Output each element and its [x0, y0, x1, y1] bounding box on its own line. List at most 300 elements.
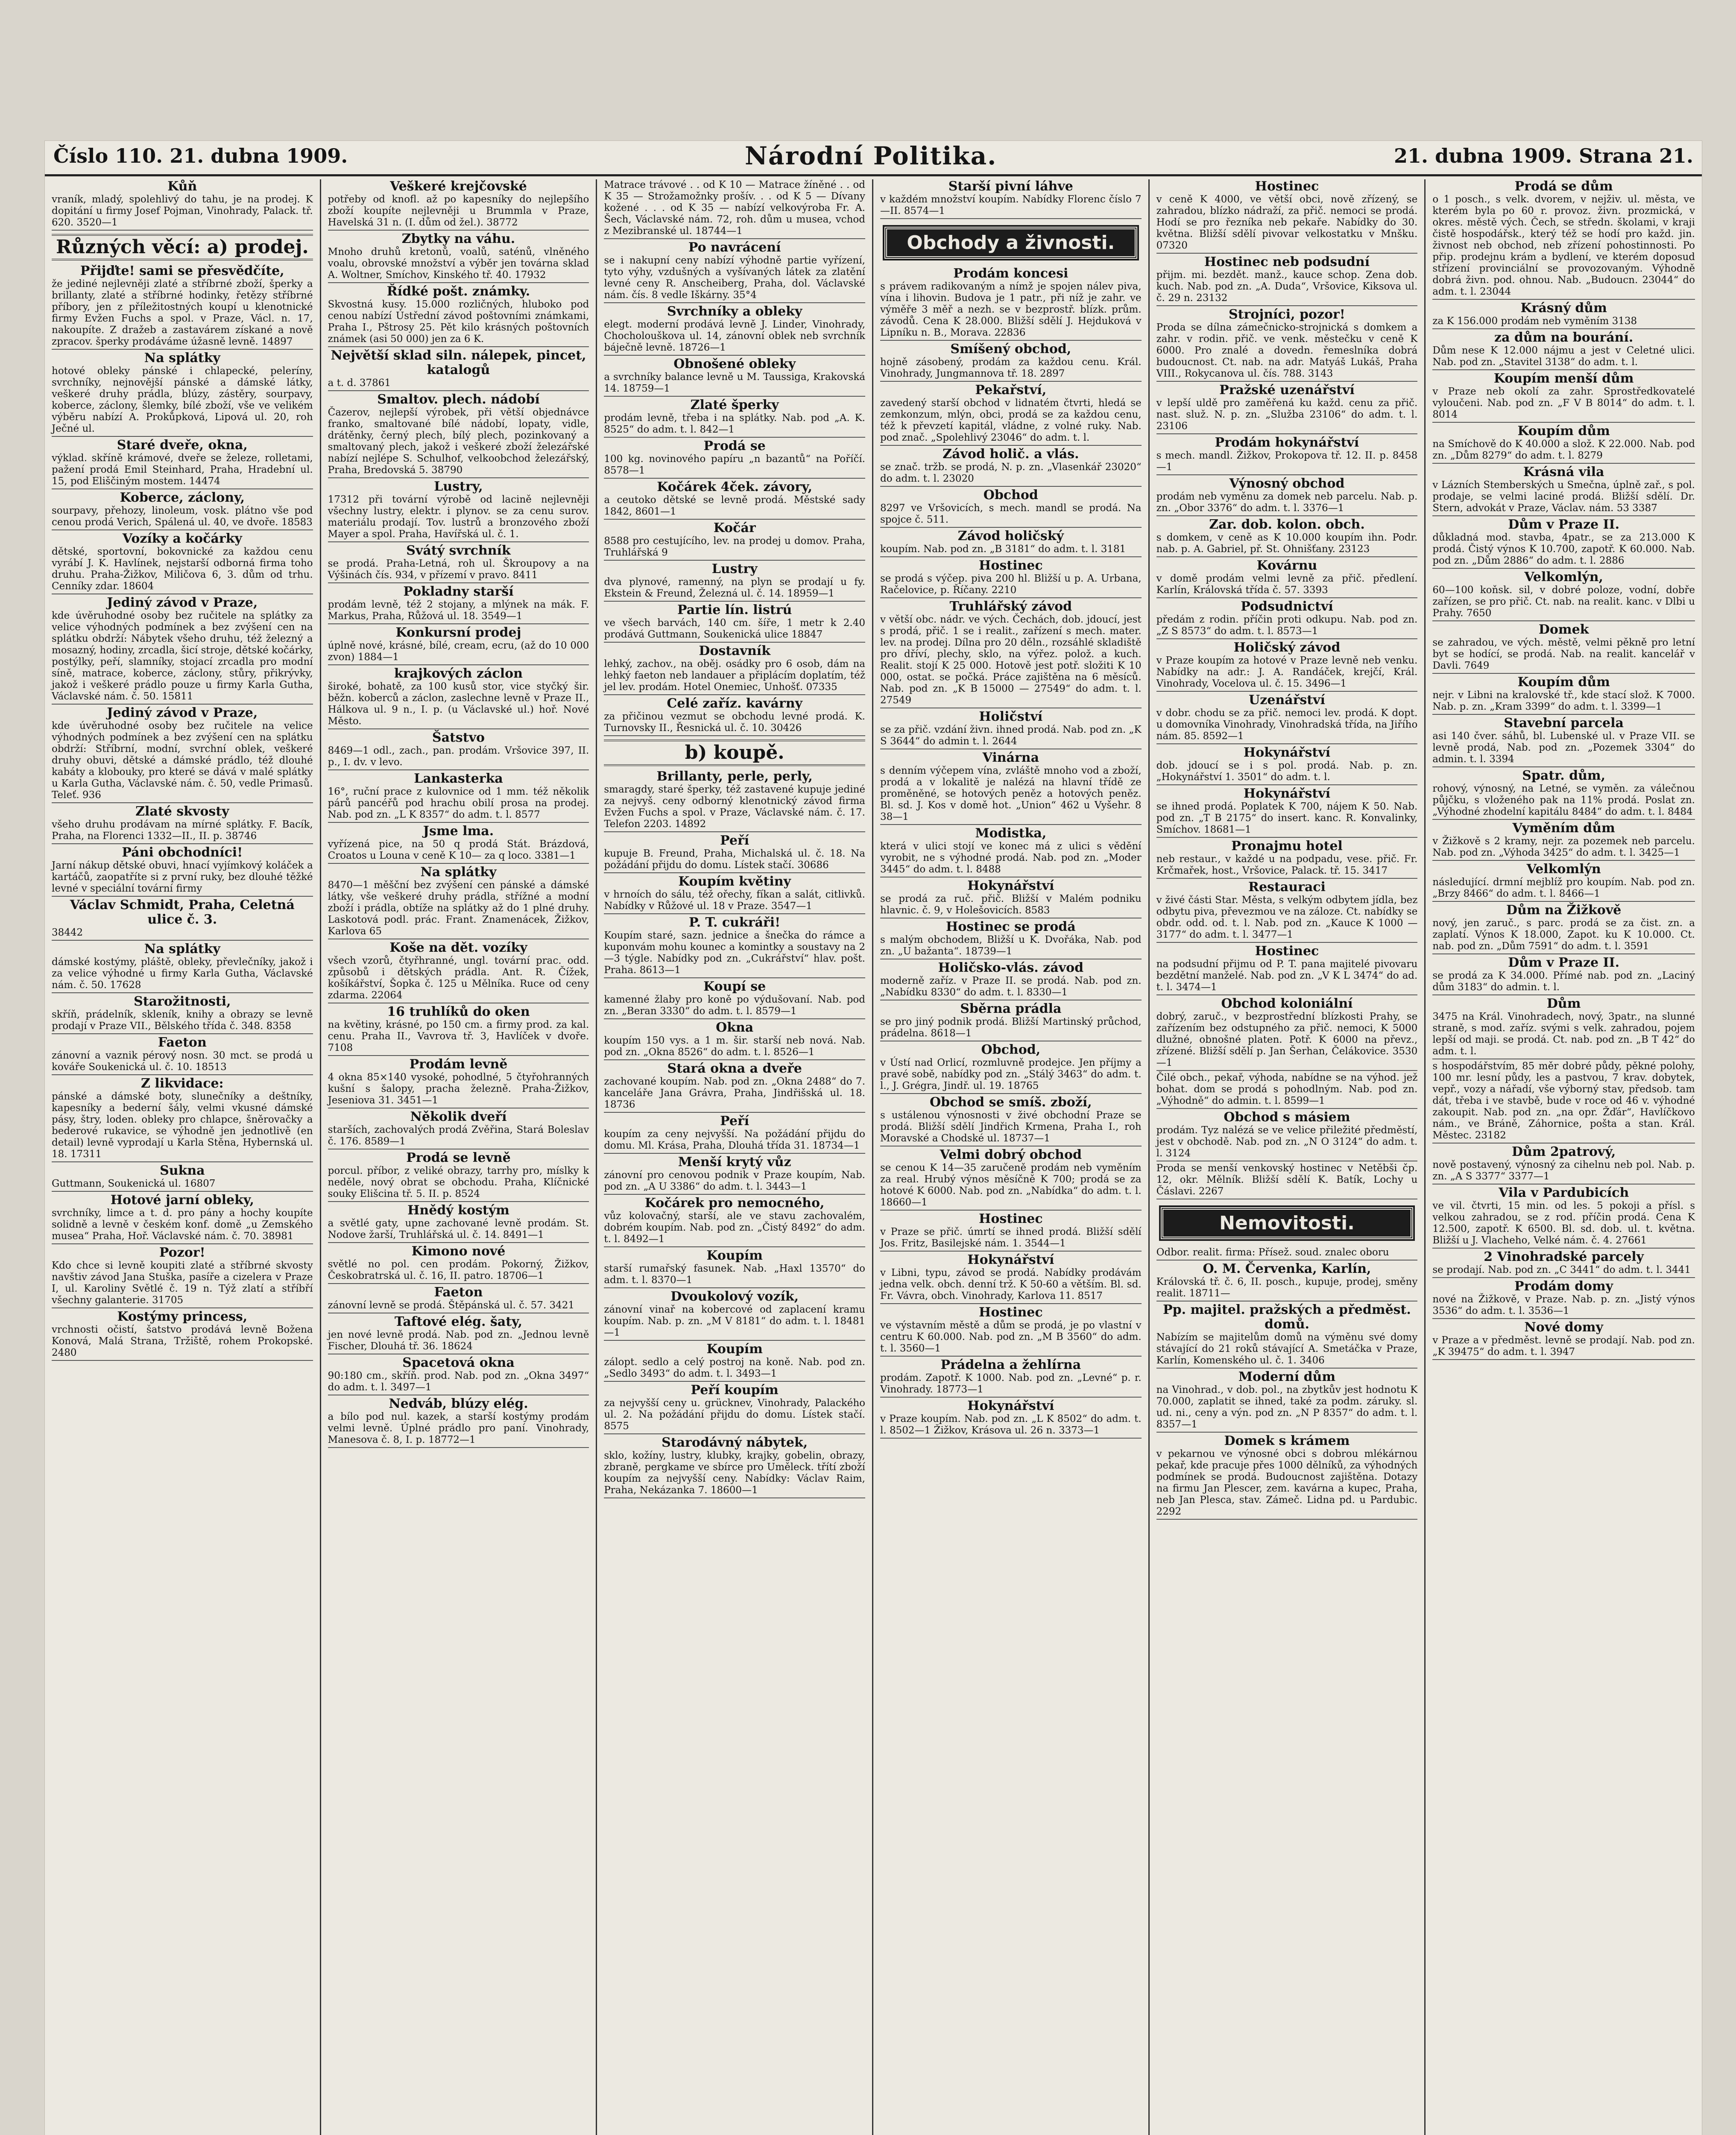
- ad-text: 3475 na Král. Vinohradech, nový, 3patr., na slunné straně, s mod. zaříz. svými s velk. zahradou, pojem lepší od maji. se prodá. Ct. nab. pod zn. „B T 42“ do adm. t. l.: [1432, 1011, 1695, 1057]
- ad-text: v Praze neb okolí za zahr. Sprostředkovatelé vyloučeni. Nab. pod zn. „F V B 8014“ do adm. t. l. 8014: [1432, 386, 1695, 420]
- classified-ad: [880, 920, 1142, 959]
- ad-text: zánovní a vaznik pérový nosn. 30 mct. se prodá u kováře Soukenická ul. č. 10. 18513: [52, 1050, 313, 1073]
- ad-heading: Zlaté šperky: [690, 398, 779, 412]
- classified-ad: [880, 1212, 1142, 1252]
- classified-ad: [328, 1203, 589, 1243]
- classified-ad: [1156, 1163, 1418, 1199]
- ad-heading: Několik dveří: [410, 1109, 507, 1124]
- ad-text: se pro jiný podnik prodá. Bližší Martinský průchod, prádelna. 8618—1: [880, 1016, 1142, 1039]
- classified-ad: [328, 824, 589, 864]
- classified-ad: [1156, 477, 1418, 516]
- ad-text: zánovní pro cenovou podnik v Praze koupím, Nab. pod zn. „A U 3386“ do adm. t. l. 3443—1: [604, 1170, 865, 1192]
- ad-heading: Krásný dům: [1520, 301, 1607, 316]
- classified-ad: [1432, 903, 1695, 954]
- ad-text: nové na Žižkově, v Praze. Nab. p. zn. „Jistý výnos 3536“ do adm. t. l. 3536—1: [1432, 1294, 1695, 1316]
- ad-text: koupím 150 vys. a 1 m. šir. starší neb nová. Nab. pod zn. „Okna 8526“ do adm. t. l. 8526—1: [604, 1035, 865, 1058]
- ad-text: zánovní vinař na kobercové od zaplacení kramu koupím. Nab. p. zn. „M V 8181“ do adm. t. l. 18481—1: [604, 1304, 865, 1338]
- ad-text: starší rumařský fasunek. Nab. „Haxl 13570“ do adm. t. l. 8370—1: [604, 1263, 865, 1286]
- running-header: [45, 141, 1702, 171]
- classified-ad: [1156, 640, 1418, 692]
- ad-heading: Prodá se: [703, 439, 766, 453]
- classified-ad: [880, 1305, 1142, 1357]
- ad-heading: Restauraci: [1248, 880, 1326, 895]
- ad-heading: Václav Schmidt, Praha, Celetná ulice č. 3.: [70, 898, 295, 927]
- classified-ad: [1156, 436, 1418, 475]
- ad-text: s hospodářstvím, 85 měr dobré půdy, pěkné polohy, 100 mr. lesní půdy, les a pastvou, 7 krav. dobytek, vepř., vozy a nářadí, vše výborný stav, předsob. tam dát, třeba i ve stavbě, bude v roce od 46 v. výhodné zakoupit. Nab. pod zn. „na opr. Žďár“, Havlíčkovo nám., ve Bráně, Záhornice, pošta a stan. Král. Městec. 23182: [1432, 1061, 1695, 1141]
- ad-heading: Hostinec: [978, 1211, 1043, 1226]
- ad-text: na Vinohrad., v dob. pol., na zbytkův jest hodnotu K 70.000, zaplatit se ihned, také za podm. záruky. sl. ud. ni., ceny a výn. pod zn. „N P 8357“ do adm. t. l. 8357—1: [1156, 1384, 1418, 1430]
- ad-text: zachované koupím. Nab. pod zn. „Okna 2488“ do 7. kanceláře Jana Grávra, Praha, Jindřišská ul. 18. 18736: [604, 1076, 865, 1110]
- ad-text: se prodá s výčep. piva 200 hl. Bližší u p. A. Urbana, Račelovice, p. Říčany. 2210: [880, 573, 1142, 596]
- ad-heading: Peří: [720, 1114, 749, 1129]
- classified-ad: [1156, 1262, 1418, 1301]
- ad-text: dva plynové, ramenný, na plyn se prodají u fy. Ekstein & Freund, Železná ul. č. 14. 18959—1: [604, 576, 865, 599]
- classified-ad: [52, 845, 313, 897]
- classified-ad: [604, 769, 865, 832]
- classified-ad: [328, 865, 589, 939]
- ad-text: následující. drmní mejblíž pro koupím. Nab. pod zn. „Brzy 8466“ do adm. t. l. 8466—1: [1432, 877, 1695, 899]
- ad-heading: Kovárnu: [1256, 558, 1317, 573]
- classified-ad: [52, 179, 313, 231]
- ad-text: se zahradou, ve vých. městě, velmi pěkně pro letní byt se hodící, se prodá. Nab. na realit. kancelář v Davli. 7649: [1432, 637, 1695, 671]
- classified-ad: [328, 772, 589, 823]
- classified-ad: [1156, 307, 1418, 382]
- ad-text: porcul. příbor, z veliké obrazy, tarrhy pro, míslky k neděle, nový obrat se obchodu. Praha, Klíčnické souky Elišcina tř. 5. II. p. 8524: [328, 1165, 589, 1199]
- ad-text: o 1 posch., s velk. dvorem, v nejživ. ul. města, ve kterém byla po 60 r. provoz. živn. prozmická, v okres. městě vých. Čech, se středn. školami, v kraji čistě hospodářsk., který též se hodí pro každ. jin. živnost neb obchod, neb zřízení pohostinnosti. Po přip. prodejnu krám a bydlení, ve kterém doposud střízení provinciální se provozovaným. Výhodně dobrá živn. pod. ohnou. Nab. „Budoucn. 23044“ do adm. t. l. 23044: [1432, 194, 1695, 297]
- ad-heading: Jediný závod v Praze,: [107, 595, 258, 610]
- ad-text: kamenné žlaby pro koně po výdušovaní. Nab. pod zn. „Beran 3330“ do adm. t. l. 8579—1: [604, 994, 865, 1017]
- classified-ad: [1156, 179, 1418, 254]
- ad-heading: Hostinec: [978, 558, 1043, 573]
- classified-ad: [328, 1057, 589, 1108]
- classified-ad: [328, 544, 589, 583]
- ad-text: Čazerov, nejlepší výrobek, při větší objednávce franko, smaltované bílé nádobí, lopaty, vidle, drátěnky, černý plech, bílý plech, pozinkovaný a smaltovaný plech, jakož i veškeré zboží železářské nabízí nejlépe S. Schulhof, velkoobchod železářský, Praha, Bredovská 5. 38790: [328, 407, 589, 476]
- ad-text: moderně zaříz. v Praze II. se prodá. Nab. pod zn. „Nabídku 8330“ do adm. t. l. 8330—1: [880, 975, 1142, 998]
- ad-heading: Dům v Praze II.: [1508, 955, 1620, 970]
- ad-text: s domkem, v ceně as K 10.000 koupím ihn. Podr. nab. p. A. Gabriel, př. St. Ohnišťany. 23123: [1156, 532, 1418, 555]
- ad-heading: Modistka,: [975, 826, 1047, 841]
- classified-ad: [1156, 383, 1418, 434]
- ad-heading: Dvoukolový vozík,: [670, 1289, 799, 1304]
- ad-heading: Dům: [1546, 996, 1581, 1011]
- ad-heading: Kočár: [713, 521, 756, 535]
- classified-ad: [328, 1356, 589, 1395]
- classified-ad: [604, 304, 865, 356]
- classified-ad: [52, 942, 313, 993]
- ad-heading: Strojníci, pozor!: [1229, 307, 1345, 322]
- classified-ad: [880, 1095, 1142, 1146]
- classified-ad: [604, 1021, 865, 1060]
- classified-ad: [1156, 746, 1418, 785]
- ad-text: na Smíchově do K 40.000 a slož. K 22.000. Nab. pod zn. „Dům 8279“ do adm. t. l. 8279: [1432, 439, 1695, 461]
- column-3: [597, 179, 873, 2135]
- ad-text: která v ulici stojí ve konec má z ulici s vědění vyrobit, ne s výhodné prodá. Nab. pod zn. „Moder 3445“ do adm. t. l. 8488: [880, 841, 1142, 875]
- ad-text: úplně nové, krásné, bílé, cream, ecru, (až do 10 000 zvon) 1884—1: [328, 640, 589, 663]
- ad-heading: Svrchníky a obleky: [667, 304, 802, 319]
- ad-heading: Starší pivní láhve: [948, 179, 1073, 194]
- ad-text: sourpavy, přehozy, linoleum, vosk. plátno vše pod cenou prodá Verich, Spálená ul. 40, ve dvoře. 18583: [52, 505, 313, 528]
- ad-text: dobrý, zaruč., v bezprostřední blízkosti Prahy, se zařízením bez odstupného za přič. nemoci, K 5000 dlužné, obnošné platen. Potř. K 6000 na převz., zřízené. Bližší sdělí p. Jan Šerhan, Čelákovice. 3530—1: [1156, 1011, 1418, 1068]
- ad-heading: Starožitnosti,: [134, 994, 231, 1009]
- ad-heading: Hokynářství: [967, 1398, 1054, 1413]
- classified-ad: [1156, 518, 1418, 557]
- ad-text: s právem radikovaným a nímž je spojen nálev piva, vína i lihovin. Budova je 1 patr., při níž je zahr. ve výměře 3 měř a nezh. se v bezprostř. blízk. prům. závodů. Cena K 28.000. Bližší sdělí J. Hejduková v Lipníku n. B., Morava. 22836: [880, 281, 1142, 338]
- ad-heading: Hokynářství: [967, 878, 1054, 893]
- classified-ad: [328, 1315, 589, 1354]
- classified-ad: [1432, 330, 1695, 370]
- ad-heading: Zar. dob. kolon. obch.: [1209, 517, 1365, 532]
- classified-ad: [1432, 1186, 1695, 1249]
- classified-ad: [604, 521, 865, 561]
- ad-heading: Na splátky: [144, 351, 220, 366]
- ad-text: prodám. Tyz nalézá se ve velice přiležité předměstí, jest v obchodě. Nab. pod zn. „N O 3124“ do adm. t. l. 3124: [1156, 1125, 1418, 1159]
- ad-heading: Svátý svrchník: [406, 543, 511, 558]
- ad-heading: Holičský závod: [1233, 640, 1341, 655]
- classified-ad: [880, 1253, 1142, 1304]
- ad-text: 8588 pro cestujícího, lev. na prodej u domov. Praha, Truhlářská 9: [604, 535, 865, 558]
- classified-ad: [328, 1244, 589, 1284]
- ad-heading: Taftové elég. šaty,: [394, 1314, 523, 1329]
- ad-text: prodám levně, třeba i na splátky. Nab. pod „A. K. 8525“ do adm. t. l. 842—1: [604, 412, 865, 435]
- classified-ad: [604, 696, 865, 736]
- classified-ad: [880, 1399, 1142, 1439]
- ad-heading: Lankasterka: [414, 771, 503, 786]
- ad-text: zavedený starší obchod v lidnatém čtvrti, hledá se zemkonzum, mlýn, obci, prodá se za každou cenu, též k převzetí kapitál, vládne, z volné ruky. Nab. pod znač. „Spolehlivý 23046“ do adm. t. l.: [880, 398, 1142, 443]
- classified-ad: [1432, 623, 1695, 674]
- classified-ad: [880, 1358, 1142, 1398]
- ad-heading: Kočárek 4ček. závory,: [657, 480, 813, 494]
- ad-heading: Domek s krámem: [1224, 1433, 1350, 1448]
- classified-ad: [880, 342, 1142, 382]
- classified-ad: [52, 994, 313, 1034]
- classified-ad: [328, 1151, 589, 1202]
- ad-heading: Velmi dobrý obchod: [940, 1147, 1082, 1162]
- classified-ad: [52, 1246, 313, 1308]
- ad-heading: Dostavník: [699, 643, 770, 658]
- classified-ad: [1432, 570, 1695, 621]
- ad-text: v Žižkově s 2 kramy, nejr. za pozemek neb parcelu. Nab. pod zn. „Výhoda 3425“ do adm. t. l. 3425—1: [1432, 836, 1695, 858]
- ad-text: asi 140 čver. sáhů, bl. Lubenské ul. v Praze VII. se levně prodá, Nab. pod zn. „Pozemek 3304“ do admin. t. l. 3394: [1432, 731, 1695, 765]
- ad-heading: Velkomlýn: [1526, 862, 1601, 877]
- ad-heading: Prodám koncesi: [953, 266, 1069, 281]
- ad-heading: Pokladny starší: [403, 584, 514, 599]
- ad-text: s malým obchodem, Bližší u K. Dvořáka, Nab. pod zn. „U bažanta“. 18739—1: [880, 934, 1142, 957]
- ad-text: Nabízím se majitelům domů na výměnu své domy stávající do 21 roků stávající A. Smetáčka v Praze, Karlín, Komenského ul. č. 1. 3406: [1156, 1332, 1418, 1366]
- ad-heading: Hostinec se prodá: [946, 919, 1076, 934]
- classified-ad: [880, 1002, 1142, 1041]
- ad-text: Čilé obch., pekař, výhoda, nabídne se na výhod. jež bohat. dom se prodá s pohodlným. Nab. pod zn. „Výhodně“ do admin. t. l. 8599—1: [1156, 1072, 1418, 1106]
- classified-ad: [1432, 997, 1695, 1059]
- ad-text: 8469—1 odl., zach., pan. prodám. Vršovice 397, II. p., I. dv. v levo.: [328, 745, 589, 768]
- ad-heading: Koupím: [706, 1342, 763, 1357]
- ad-text: se prodá. Praha-Letná, roh ul. Škroupovy a na Výšinách čís. 934, v přízemí v pravo. 8411: [328, 558, 589, 581]
- section-banner: Obchody a živnosti.: [884, 227, 1137, 259]
- ad-text: Proda se menší venkovský hostinec v Netěbši čp. 12, okr. Mělník. Bližší sdělí K. Batík, Lochy u Čáslavi. 2267: [1156, 1163, 1418, 1197]
- ad-heading: Hokynářství: [1243, 745, 1331, 760]
- ad-text: vůz kolovačný, starší, ale ve stavu zachovalém, dobrém koupím. Nab. pod zn. „Čistý 8492“ do adm. t. l. 8492—1: [604, 1211, 865, 1245]
- ad-text: se ihned prodá. Poplatek K 700, nájem K 50. Nab. pod zn. „T B 2175“ do insert. kanc. R. Konvalinky, Smíchov. 18681—1: [1156, 801, 1418, 835]
- classified-ad: [604, 398, 865, 438]
- ad-heading: Pekařství,: [975, 383, 1047, 398]
- ad-heading: Menší krytý vůz: [678, 1155, 791, 1170]
- classified-ad: [604, 915, 865, 978]
- ad-text: kde úvěruhodné osoby bez ručitele na splátky za velice výhodných podmínek a bez zvýšení cen na splátku obdrží: Nábytek všeho druhu, též železný a mosazný, hodiny, zrcadla, šicí stroje, dětské kočárky, postýlky, peří, slamníky, stojací zrcadla pro modní síně, matrace, koberce, záclony, stůry, přikrývky, jakož i veškeré prádlo pouze u firmy Karla Gutha, Václavské nám. č. 50. 15811: [52, 610, 313, 702]
- ad-text: ve vil. čtvrti, 15 min. od les. 5 pokoji a přísl. s velkou zahradou, se z rod. příčin prodá. Cena K 12.500, zapotř. K 6500. Bl. sd. dob. ul. t. května. Bližší u J. Vlacheho, Velké nám. č. 4. 27661: [1432, 1200, 1695, 1246]
- ad-heading: Prodá se levně: [406, 1150, 511, 1165]
- classified-ad: [52, 438, 313, 489]
- classified-ad: [328, 1397, 589, 1448]
- column-1: [45, 179, 321, 2135]
- ad-text: v Ústí nad Orlicí, rozmluvně prodejce. Jen příjmy a pravé sobě, nabídky pod zn. „Stálý 3463“ do adm. t. l., J. Grégra, Jindř. ul. 19. 18765: [880, 1057, 1142, 1091]
- classified-ad: [604, 834, 865, 873]
- ad-heading: Veškeré krejčovské: [390, 179, 527, 194]
- ad-text: prodám levně, též 2 stojany, a mlýnek na mák. F. Markus, Praha, Růžová ul. 18. 3549—1: [328, 599, 589, 622]
- classified-ad: [1156, 600, 1418, 639]
- ad-heading: Nedváb, blúzy elég.: [389, 1396, 528, 1411]
- ad-heading: Pp. majitel. pražských a předměst. domů.: [1163, 1302, 1411, 1332]
- classified-ad: [880, 1148, 1142, 1211]
- ad-text: se za přič. vzdání živn. ihned prodá. Nab. pod zn. „K S 3644“ do admin t. l. 2644: [880, 724, 1142, 747]
- classified-ad: [52, 1193, 313, 1244]
- classified-ad: [1432, 1250, 1695, 1278]
- classified-ad: [52, 706, 313, 803]
- ad-heading: Peří koupím: [691, 1383, 779, 1398]
- ad-text: široké, bohatě, za 100 kusů stor, vice styčký šir. běžn. koberců a záclon, zaslechne levně v Praze II., Hálkova ul. 9 n., I. p. (u Václavské ul.) hoř. Nové Město.: [328, 681, 589, 727]
- ad-text: v pekarnou ve výnosné obci s dobrou mlékárnou pekař, kde pracuje přes 1000 dělníků, za výhodných podmínek se prodá. Budoucnost zajištěna. Dotazy na firmu Jan Plescer, zem. kavárna a kupec, Praha, neb Jan Plesca, stav. Zámeč. Lidna pd. u Pardubic. 2292: [1156, 1448, 1418, 1517]
- ad-heading: Dům 2patrový,: [1511, 1144, 1616, 1159]
- ad-heading: Obchod koloniální: [1221, 996, 1353, 1011]
- classified-columns: [45, 179, 1702, 2135]
- classified-ad: [328, 585, 589, 624]
- ad-heading: 16 truhlíků do oken: [387, 1004, 530, 1019]
- ad-text: prodám. Zapotř. K 1000. Nab. pod zn. „Levné“ p. r. Vinohrady. 18773—1: [880, 1372, 1142, 1395]
- classified-ad: [604, 480, 865, 520]
- ad-heading: Faeton: [158, 1035, 207, 1050]
- ad-text: zálopt. sedlo a celý postroj na koně. Nab. pod zn. „Sedlo 3493“ do adm. t. l. 3493—1: [604, 1357, 865, 1379]
- ad-heading: Velkomlýn,: [1524, 570, 1603, 585]
- ad-text: Skvostná kusy. 15.000 rozličných, hluboko pod cenou nabízí Ústřední závod poštovními známkami, Praha I., Pštrosy 25. Pět kilo krásných poštovních známek (asi 50 000) jen za 6 K.: [328, 299, 589, 345]
- classified-ad: [604, 179, 865, 239]
- ad-text: starších, zachovalých prodá Zvěřina, Stará Boleslav č. 176. 8589—1: [328, 1124, 589, 1147]
- ad-heading: Hnědý kostým: [407, 1203, 509, 1218]
- ad-heading: Celé zaříz. kavárny: [667, 696, 802, 711]
- ad-heading: Prádelna a žehlírna: [940, 1357, 1081, 1372]
- section-banner: Nemovitosti.: [1161, 1207, 1414, 1239]
- ad-heading: Řídké pošt. známky.: [386, 284, 530, 299]
- ad-text: 8470—1 měšční bez zvýšení cen pánské a dámské látky, vše veškeré druhy prádla, střížné a modní zboží i prádla, obtíže na splátky až do 1 plné druhy. Laskotová podl. prác. Frant. Znamenácek, Žižkov, Karlova 65: [328, 880, 589, 937]
- classified-ad: [880, 826, 1142, 877]
- classified-ad: [1156, 1247, 1418, 1261]
- ad-heading: Dům na Žižkově: [1506, 903, 1622, 918]
- classified-ad: [604, 1383, 865, 1434]
- ad-heading: Truhlářský závod: [949, 599, 1072, 614]
- classified-ad: [1432, 301, 1695, 329]
- classified-ad: [328, 232, 589, 283]
- ad-text: s ustálenou výnosnosti v živé obchodní Praze se prodá. Bližší sdělí Jindřich Krmena, Praha I., roh Moravské a Chodské ul. 18737—1: [880, 1110, 1142, 1144]
- ad-heading: Smaltov. plech. nádobí: [377, 392, 540, 407]
- ad-heading: Obchod: [983, 488, 1038, 503]
- classified-ad: [604, 1196, 865, 1247]
- classified-ad: [880, 488, 1142, 528]
- ad-text: Odbor. realit. firma: Přísež. soud. znalec oboru: [1156, 1247, 1389, 1258]
- newspaper-page: [45, 141, 1702, 2135]
- header-rule: [45, 174, 1702, 176]
- classified-ad: [1156, 997, 1418, 1071]
- ad-text: v živé části Star. Města, s velkým odbytem jídla, bez odbytu piva, převezmou ve na záloze. Ct. nabídky se obdr. odd. od. t. l. Nab. pod zn. „Kauce K 1000 — 3177“ do adm. t. l. 3477—1: [1156, 895, 1418, 940]
- column-5: [1150, 179, 1426, 2135]
- classified-ad: [328, 941, 589, 1003]
- ad-heading: Závod holičský: [957, 529, 1064, 544]
- ad-text: zánovní levně se prodá. Štěpánská ul. č. 57. 3421: [328, 1300, 575, 1311]
- classified-ad: [52, 491, 313, 530]
- ad-heading: Lustry: [711, 562, 758, 576]
- ad-text: s mech. mandl. Žižkov, Prokopova tř. 12. II. p. 8458—1: [1156, 450, 1418, 473]
- ad-heading: Domek: [1538, 622, 1589, 637]
- classified-ad: [52, 596, 313, 705]
- classified-ad: [328, 392, 589, 478]
- masthead-title: Národní Politika.: [744, 141, 997, 170]
- ad-heading: Holičsko-vlás. závod: [938, 960, 1084, 975]
- ad-heading: Prodám levně: [409, 1057, 508, 1072]
- ad-heading: Koupí se: [703, 979, 766, 994]
- ad-text: a bílo pod nul. kazek, a starší kostýmy prodám velmi levně. Úplné prádlo pro paní. Vinohrady, Manesova č. 8, I. p. 18772—1: [328, 1411, 589, 1445]
- classified-ad: [1156, 880, 1418, 943]
- ad-heading: Kimono nové: [411, 1244, 506, 1259]
- ad-text: vraník, mladý, spolehlivý do tahu, je na prodej. K dopitání u firmy Josef Pojman, Vinohrady, Palack. tř. 620. 3520—1: [52, 194, 313, 228]
- classified-ad: [1156, 559, 1418, 598]
- ad-heading: Hostinec neb podsudní: [1204, 254, 1370, 269]
- ad-heading: Vinárna: [982, 750, 1039, 765]
- ad-text: Proda se dílna zámečnicko-strojnická s domkem a zahr. v rodin. přič. ve venk. městečku v ceně K 6000. Pro znalé a dovedn. řemeslníka dobrá budoucnost. Ct. nab. na adr. Matyáš Lukáš, Praha VIII., Rokycanova ul. čís. 788. 3143: [1156, 322, 1418, 379]
- classified-ad: [1156, 1072, 1418, 1109]
- ad-text: nejr. v Libni na kralovské tř., kde stací slož. K 7000. Nab. p. zn. „Kram 3399“ do adm. t. l. 3399—1: [1432, 690, 1695, 712]
- classified-ad: [1432, 821, 1695, 861]
- classified-ad: [880, 179, 1142, 219]
- ad-heading: Pronajmu hotel: [1231, 839, 1343, 854]
- ad-text: 38442: [52, 927, 83, 938]
- ad-text: a světlé gaty, upne zachované levně prodám. St. Nodove žarší, Truhlářská ul. č. 14. 8491—1: [328, 1218, 589, 1240]
- classified-ad: [604, 1114, 865, 1154]
- ad-heading: Koberce, záclony,: [120, 490, 245, 505]
- classified-ad: [604, 357, 865, 397]
- ad-heading: Na splátky: [144, 942, 220, 956]
- ad-text: Jarní nákup dětské obuvi, hnací vyjímkový koláček a kartáčů, zaopatříte si z první ruky, bez dlouhé těžké levné v speciální tovární firmy: [52, 860, 313, 894]
- ad-text: koupím. Nab. pod zn. „B 3181“ do adm. t. l. 3181: [880, 544, 1126, 555]
- classified-ad: [1432, 1145, 1695, 1184]
- classified-ad: [1432, 675, 1695, 715]
- ad-heading: Koupím menší dům: [1493, 371, 1634, 386]
- ad-heading: Prodám domy: [1514, 1279, 1613, 1294]
- classified-ad: [604, 439, 865, 479]
- classified-ad: [1156, 944, 1418, 995]
- ad-text: důkladná mod. stavba, 4patr., se za 213.000 K prodá. Čistý výnos K 10.700, zapotř. K 60.000. Nab. pod zn. „Dům 2886“ do adm. t. l. 2886: [1432, 532, 1695, 566]
- ad-heading: Lustry,: [434, 479, 483, 494]
- ad-text: se prodá za K 34.000. Přímé nab. pod zn. „Laciný dům 3183“ do admin. t. l.: [1432, 970, 1695, 993]
- ad-text: všeho druhu prodávam na mírné splátky. F. Bacík, Praha, na Florenci 1332—II., II. p. 38746: [52, 819, 313, 842]
- ad-heading: Obchod s másiem: [1224, 1110, 1350, 1125]
- classified-ad: [328, 179, 589, 231]
- classified-ad: [1156, 787, 1418, 838]
- ad-text: Dům nese K 12.000 nájmu a jest v Celetné ulici. Nab. pod zn. „Stavitel 3138“ do adm. t. l.: [1432, 345, 1695, 368]
- ad-text: v Praze a v předměst. levně se prodají. Nab. pod zn. „K 39475“ do adm. t. l. 3947: [1432, 1335, 1695, 1357]
- classified-ad: [1156, 693, 1418, 744]
- classified-ad: [1156, 1110, 1418, 1161]
- classified-ad: [604, 1155, 865, 1195]
- classified-ad: [604, 1249, 865, 1288]
- ad-heading: Šatstvo: [432, 730, 485, 745]
- ad-text: se cenou K 14—35 zaručeně prodám neb vyměním za real. Hrubý výnos měsíčně K 700; prodá se za hotové K 6000. Nab. pod zn. „Nabídka“ do adm. t. l. 18660—1: [880, 1162, 1142, 1208]
- ad-text: v domě prodám velmi levně za přič. předlení. Karlín, Královská třída č. 57. 3393: [1156, 573, 1418, 596]
- ad-text: vrchnosti očistí, šatstvo prodává levně Božena Konová, Malá Strana, Tržiště, rohem Prokopské. 2480: [52, 1324, 313, 1358]
- ad-heading: krajkových záclon: [394, 666, 523, 681]
- ad-heading: P. T. cukráři!: [689, 915, 781, 930]
- ad-text: dámské kostýmy, pláště, obleky, převlečníky, jakož i za velice výhodné u firmy Karla Gutha, Václavské nám. č. 50. 17628: [52, 956, 313, 991]
- ad-heading: 2 Vinohradské parcely: [1484, 1249, 1644, 1264]
- ad-heading: Obchod se smíš. zboží,: [929, 1095, 1092, 1110]
- ad-text: světlé no pol. cen prodám. Pokorný, Žižkov, Českobratrská ul. č. 16, II. patro. 18706—1: [328, 1259, 589, 1281]
- ad-text: dětské, sportovní, bokovnické za každou cenu vyrábí J. K. Havlínek, nejstarší odborná firma toho druhu. Praha-Žižkov, Miličova 6, 3. dům od trhu. Cenníky zdar. 18604: [52, 546, 313, 592]
- classified-ad: [52, 804, 313, 844]
- classified-ad: [1432, 179, 1695, 300]
- classified-ad: [880, 961, 1142, 1000]
- classified-ad: [880, 383, 1142, 446]
- ad-heading: Pražské uzenářství: [1219, 383, 1355, 398]
- ad-text: nový, jen zaruč., s parc. prodá se za čist. zn. a zaplatí. Výnos K 18.000, Zapot. ku K 10.000. Ct. nab. pod zn. „Dům 7591“ do adm. t. l. 3591: [1432, 918, 1695, 952]
- classified-ad: [604, 603, 865, 643]
- issue-date: Číslo 110. 21. dubna 1909.: [53, 144, 348, 167]
- ad-text: v Praze se přič. úmrtí se ihned prodá. Bližší sdělí Jos. Fritz, Basilejské nám. 1. 3544—1: [880, 1226, 1142, 1249]
- ad-text: a t. d. 37861: [328, 377, 391, 389]
- ad-text: v ceně K 4000, ve větší obci, nově zřízený, se zahradou, blízko nádraží, za přič. nemoci se prodá. Hodí se pro řezníka neb pekaře. Nabídky do 30. května. Bližší sdělí pivovar velkostatku v Mnšku. 07320: [1156, 194, 1418, 251]
- ad-text: na podsudní přijmu od P. T. pana majitelé pivovaru bezdětní manželé. Nab. pod zn. „V K L 3474“ do ad. t. l. 3474—1: [1156, 959, 1418, 993]
- ad-heading: Výnosný obchod: [1229, 476, 1345, 491]
- ad-text: svrchníky, limce a t. d. pro pány a hochy koupíte solidně a levně v českém konf. domě „u Zemského musea“ Praha, Hoř. Václavské nám. č. 70. 38981: [52, 1208, 313, 1242]
- ad-heading: Sukna: [160, 1163, 205, 1178]
- ad-text: za přičinou vezmut se obchodu levné prodá. K. Turnovsky II., Řesnická ul. č. 10. 30426: [604, 711, 865, 734]
- ad-heading: Prodám hokynářství: [1215, 435, 1359, 450]
- ad-heading: Koše na dět. vozíky: [389, 940, 527, 955]
- classified-ad: [328, 480, 589, 542]
- classified-ad: [52, 264, 313, 350]
- ad-text: Matrace trávové . . od K 10 — Matrace žíněné . . od K 35 — Strožamožnky prošív. . . od K 5 — Dívany kožené . . . od K 35 — nabízí velkovýroba Fr. A. Šech, Václavské nám. 72, roh. dům u musea, vchod z Mezibranské ul. 18744—1: [604, 179, 865, 237]
- classified-ad: [1432, 1061, 1695, 1144]
- ad-heading: Starodávný nábytek,: [662, 1435, 808, 1450]
- ad-heading: Z likvidace:: [141, 1076, 224, 1091]
- ad-heading: Okna: [716, 1020, 754, 1035]
- ad-heading: Smíšený obchod,: [950, 342, 1071, 357]
- classified-ad: [328, 1005, 589, 1056]
- ad-heading: Pozor!: [159, 1245, 205, 1260]
- classified-ad: [328, 731, 589, 770]
- classified-ad: [1432, 769, 1695, 820]
- classified-ad: [604, 644, 865, 695]
- ad-text: smaragdy, staré šperky, též zastavené kupuje jediné za nejvyš. ceny odborný klenotnický závod firma Evžen Fuchs a spol. v Praze, Václavské nám. č. 17. Telefon 2203. 14892: [604, 784, 865, 830]
- classified-ad: [1156, 1370, 1418, 1433]
- classified-ad: [1432, 518, 1695, 569]
- ad-text: 100 kg. novinového papíru „n bazantů“ na Poříčí. 8578—1: [604, 453, 865, 476]
- ad-heading: Přijďte! sami se přesvědčíte,: [80, 263, 284, 278]
- ad-heading: Největší sklad siln. nálepek, pincet, katalogů: [331, 348, 586, 377]
- ad-heading: O. M. Červenka, Karlín,: [1203, 1261, 1371, 1276]
- classified-ad: [328, 284, 589, 347]
- classified-ad: [52, 1164, 313, 1192]
- classified-ad: [52, 1076, 313, 1162]
- classified-ad: [1432, 1320, 1695, 1360]
- ad-heading: Zbytky na váhu.: [401, 231, 515, 246]
- ad-heading: Vyměním dům: [1512, 821, 1615, 836]
- ad-heading: Vila v Pardubicích: [1499, 1185, 1629, 1200]
- classified-ad: [1432, 956, 1695, 995]
